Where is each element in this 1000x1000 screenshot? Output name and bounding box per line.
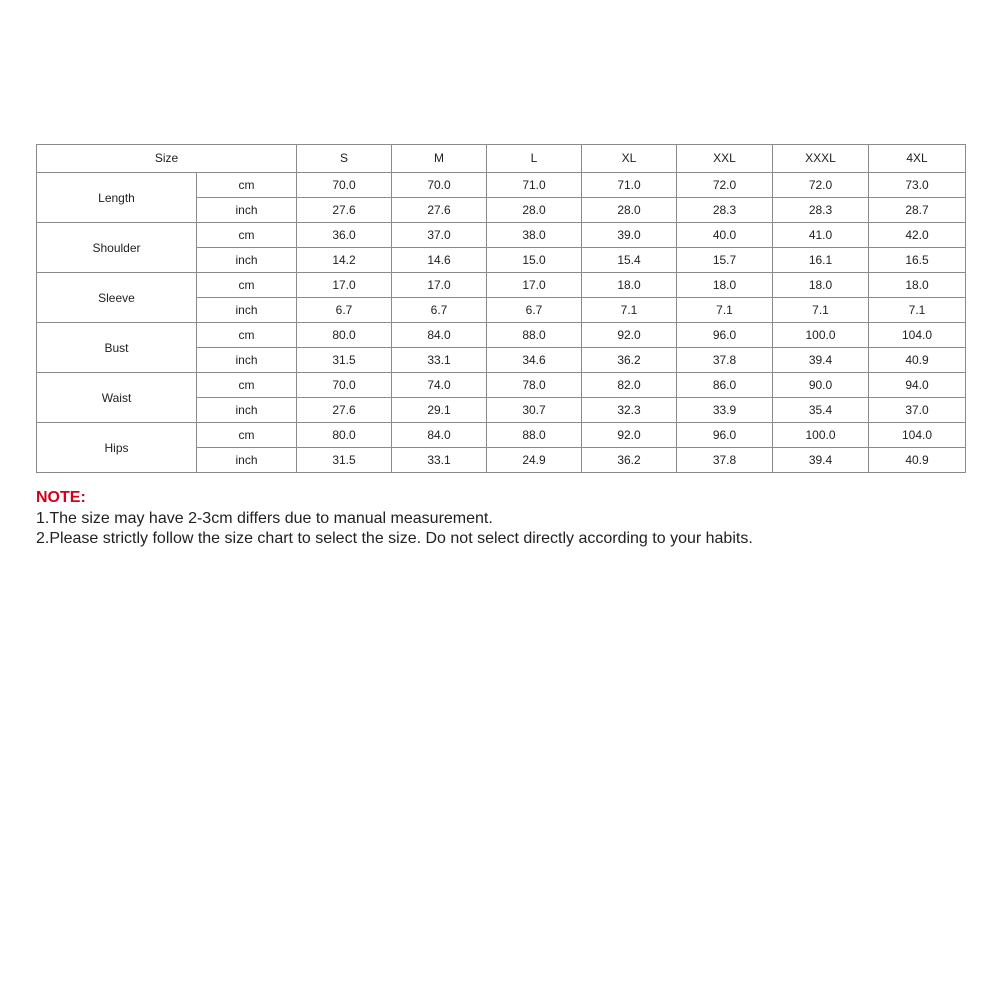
measure-label: Hips: [37, 423, 197, 473]
table-cell: 84.0: [392, 423, 487, 448]
table-cell: 33.9: [677, 398, 773, 423]
table-cell: 16.1: [773, 248, 869, 273]
table-cell: 17.0: [392, 273, 487, 298]
table-row: [37, 423, 966, 448]
table-cell: 104.0: [869, 323, 966, 348]
table-cell: 72.0: [773, 173, 869, 198]
table-cell: 31.5: [297, 448, 392, 473]
table-cell: 34.6: [487, 348, 582, 373]
table-header-row: [37, 145, 966, 173]
table-cell: 94.0: [869, 373, 966, 398]
table-cell: 7.1: [677, 298, 773, 323]
note-line: 2.Please strictly follow the size chart to select the size. Do not select directly according to your habits.: [36, 530, 753, 547]
table-cell: 88.0: [487, 323, 582, 348]
measure-label: Sleeve: [37, 273, 197, 323]
table-cell: 29.1: [392, 398, 487, 423]
table-cell: 33.1: [392, 448, 487, 473]
header-size: XXL: [677, 145, 773, 173]
table-cell: 18.0: [869, 273, 966, 298]
table-cell: 6.7: [392, 298, 487, 323]
table-cell: 90.0: [773, 373, 869, 398]
table-cell: 36.2: [582, 348, 677, 373]
size-chart-table: [36, 144, 966, 473]
unit-label: cm: [197, 373, 297, 398]
table-cell: 37.0: [869, 398, 966, 423]
unit-label: cm: [197, 323, 297, 348]
table-cell: 32.3: [582, 398, 677, 423]
table-cell: 80.0: [297, 323, 392, 348]
table-row: [37, 373, 966, 398]
header-size: L: [487, 145, 582, 173]
measure-label: Bust: [37, 323, 197, 373]
table-cell: 33.1: [392, 348, 487, 373]
note-line: 1.The size may have 2-3cm differs due to manual measurement.: [36, 509, 493, 527]
table-cell: 6.7: [487, 298, 582, 323]
table-cell: 70.0: [392, 173, 487, 198]
table-cell: 40.9: [869, 348, 966, 373]
table-cell: 15.4: [582, 248, 677, 273]
table-cell: 35.4: [773, 398, 869, 423]
table-cell: 39.4: [773, 348, 869, 373]
header-size: XXXL: [773, 145, 869, 173]
table-cell: 74.0: [392, 373, 487, 398]
measure-label: Shoulder: [37, 223, 197, 273]
table-cell: 37.0: [392, 223, 487, 248]
table-cell: 7.1: [773, 298, 869, 323]
unit-label: inch: [197, 348, 297, 373]
table-cell: 17.0: [487, 273, 582, 298]
table-cell: 71.0: [582, 173, 677, 198]
table-cell: 71.0: [487, 173, 582, 198]
table-cell: 96.0: [677, 323, 773, 348]
table-cell: 31.5: [297, 348, 392, 373]
unit-label: inch: [197, 398, 297, 423]
table-cell: 28.0: [582, 198, 677, 223]
table-cell: 15.7: [677, 248, 773, 273]
unit-label: inch: [197, 298, 297, 323]
table-cell: 88.0: [487, 423, 582, 448]
table-cell: 92.0: [582, 423, 677, 448]
table-cell: 16.5: [869, 248, 966, 273]
table-cell: 38.0: [487, 223, 582, 248]
table-cell: 70.0: [297, 373, 392, 398]
table-cell: 14.6: [392, 248, 487, 273]
table-cell: 18.0: [773, 273, 869, 298]
unit-label: inch: [197, 448, 297, 473]
table-cell: 27.6: [297, 198, 392, 223]
table-row: [37, 323, 966, 348]
measure-label: Waist: [37, 373, 197, 423]
table-row: [37, 223, 966, 248]
header-size: S: [297, 145, 392, 173]
table-cell: 28.7: [869, 198, 966, 223]
table-cell: 84.0: [392, 323, 487, 348]
table-cell: 39.0: [582, 223, 677, 248]
table-cell: 24.9: [487, 448, 582, 473]
table-cell: 104.0: [869, 423, 966, 448]
unit-label: cm: [197, 423, 297, 448]
table-cell: 36.2: [582, 448, 677, 473]
table-cell: 82.0: [582, 373, 677, 398]
table-row: [37, 273, 966, 298]
unit-label: cm: [197, 223, 297, 248]
note-title: NOTE:: [36, 489, 86, 506]
header-size: M: [392, 145, 487, 173]
table-cell: 14.2: [297, 248, 392, 273]
table-cell: 17.0: [297, 273, 392, 298]
unit-label: cm: [197, 273, 297, 298]
header-size-label: Size: [37, 145, 297, 173]
table-cell: 7.1: [869, 298, 966, 323]
table-cell: 7.1: [582, 298, 677, 323]
table-cell: 30.7: [487, 398, 582, 423]
table-cell: 100.0: [773, 423, 869, 448]
size-note: [36, 488, 753, 550]
table-cell: 37.8: [677, 448, 773, 473]
unit-label: inch: [197, 248, 297, 273]
table-cell: 36.0: [297, 223, 392, 248]
table-cell: 40.9: [869, 448, 966, 473]
table-cell: 70.0: [297, 173, 392, 198]
table-cell: 37.8: [677, 348, 773, 373]
table-cell: 27.6: [297, 398, 392, 423]
table-cell: 72.0: [677, 173, 773, 198]
table-cell: 73.0: [869, 173, 966, 198]
header-size: 4XL: [869, 145, 966, 173]
table-cell: 100.0: [773, 323, 869, 348]
table-cell: 6.7: [297, 298, 392, 323]
unit-label: inch: [197, 198, 297, 223]
header-size: XL: [582, 145, 677, 173]
table-cell: 41.0: [773, 223, 869, 248]
measure-label: Length: [37, 173, 197, 223]
table-cell: 28.3: [677, 198, 773, 223]
table-cell: 28.0: [487, 198, 582, 223]
table-cell: 18.0: [677, 273, 773, 298]
table-cell: 27.6: [392, 198, 487, 223]
table-cell: 40.0: [677, 223, 773, 248]
table-cell: 28.3: [773, 198, 869, 223]
table-cell: 80.0: [297, 423, 392, 448]
table-cell: 78.0: [487, 373, 582, 398]
table-cell: 96.0: [677, 423, 773, 448]
table-row: [37, 173, 966, 198]
table-cell: 18.0: [582, 273, 677, 298]
table-cell: 92.0: [582, 323, 677, 348]
table-cell: 42.0: [869, 223, 966, 248]
table-cell: 39.4: [773, 448, 869, 473]
table-cell: 86.0: [677, 373, 773, 398]
unit-label: cm: [197, 173, 297, 198]
table-cell: 15.0: [487, 248, 582, 273]
